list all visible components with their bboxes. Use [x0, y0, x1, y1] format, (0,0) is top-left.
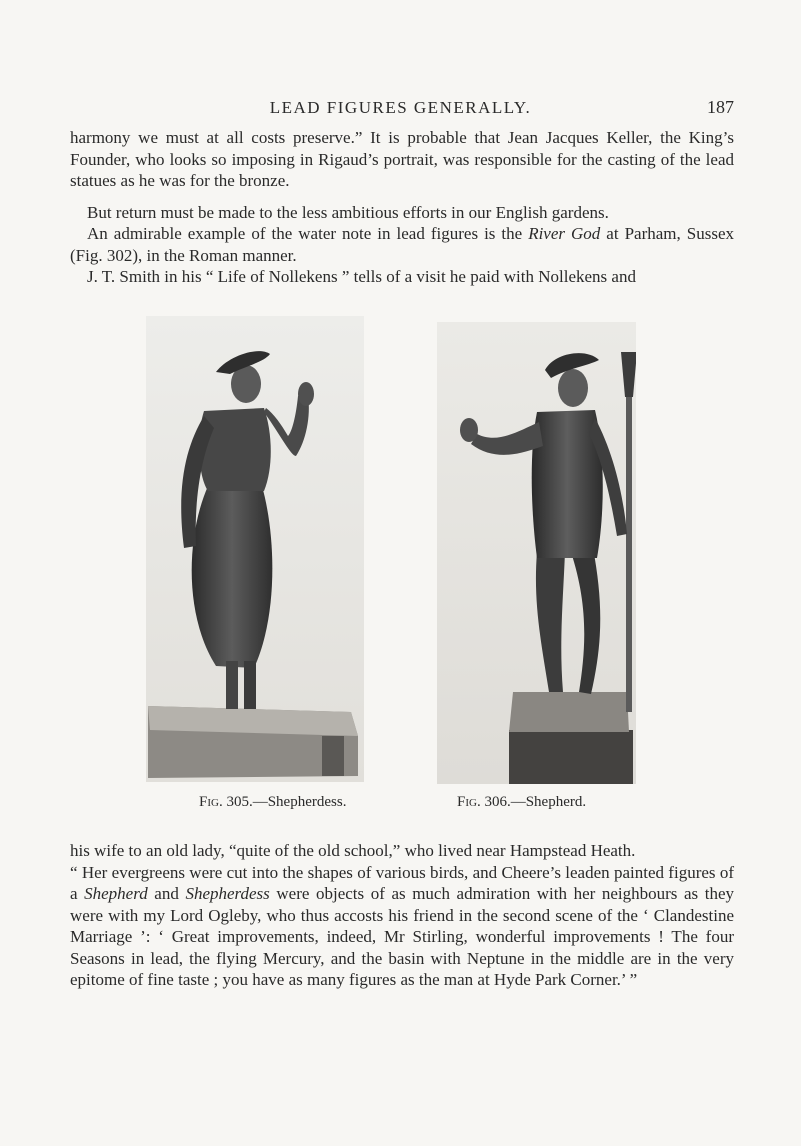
page-number: 187 [707, 97, 734, 117]
fig-label: Fig. [199, 794, 223, 810]
paragraph: harmony we must at all costs preserve.” It is probable that Jean Jacques Keller, the King’s Founder, who looks so imposing in Rigaud’s portrait, was responsible for the casting of the lead statues as he was for the bronze. [70, 128, 734, 190]
italic-title: Shepherdess [185, 884, 270, 903]
caption-text: 305.—Shepherdess. [222, 794, 347, 810]
shepherd-statue-image [437, 322, 636, 784]
paragraph: J. T. Smith in his “ Life of Nollekens ” tells of a visit he paid with Nollekens and [87, 267, 636, 286]
italic-title: River God [528, 224, 601, 243]
running-head [0, 96, 801, 122]
text-run: An admirable example of the water note in lead figures is the [87, 224, 529, 243]
text-run: “ Her evergreens were cut into the shapes of various birds, and Cheere’s leaden painted figures of a [70, 862, 734, 903]
text-run: were objects of as much admiration with her neighbours as they were with my Lord Ogleby, who thus accosts his friend in the second scene of the ‘ Clandestine Marriage ’: ‘ Great improvements, indeed, Mr Stirling, wonderful improvements ! The four Seasons in lead, the flying Mercury, and the basin with Neptune in the middle are in the very epitome of fine taste ; you have as many figures as the man at Hyde Park Corner.’ ” [70, 884, 735, 989]
shepherdess-statue-image [146, 316, 364, 782]
paragraph: his wife to an old lady, “quite of the old school,” who lived near Hampstead Heath. [70, 841, 636, 860]
italic-title: Shepherd [84, 884, 148, 903]
fig-label: Fig. [457, 794, 481, 810]
figure-305-caption [199, 794, 346, 811]
text-run: at Parham, Sussex (Fig. 302), in the Roman manner. [70, 224, 734, 265]
running-title: LEAD FIGURES GENERALLY. [269, 98, 532, 117]
text-run: and [147, 884, 186, 903]
body-text-bottom [70, 840, 734, 991]
paragraph: But return must be made to the less ambitious efforts in our English gardens. [87, 202, 609, 222]
paragraph [70, 862, 734, 991]
figure-306-caption [457, 794, 586, 811]
body-text-top [70, 127, 734, 288]
figure-306-photo [437, 322, 636, 784]
caption-text: 306.—Shepherd. [480, 794, 587, 810]
paragraph [70, 223, 734, 266]
figure-305-photo [146, 316, 364, 782]
